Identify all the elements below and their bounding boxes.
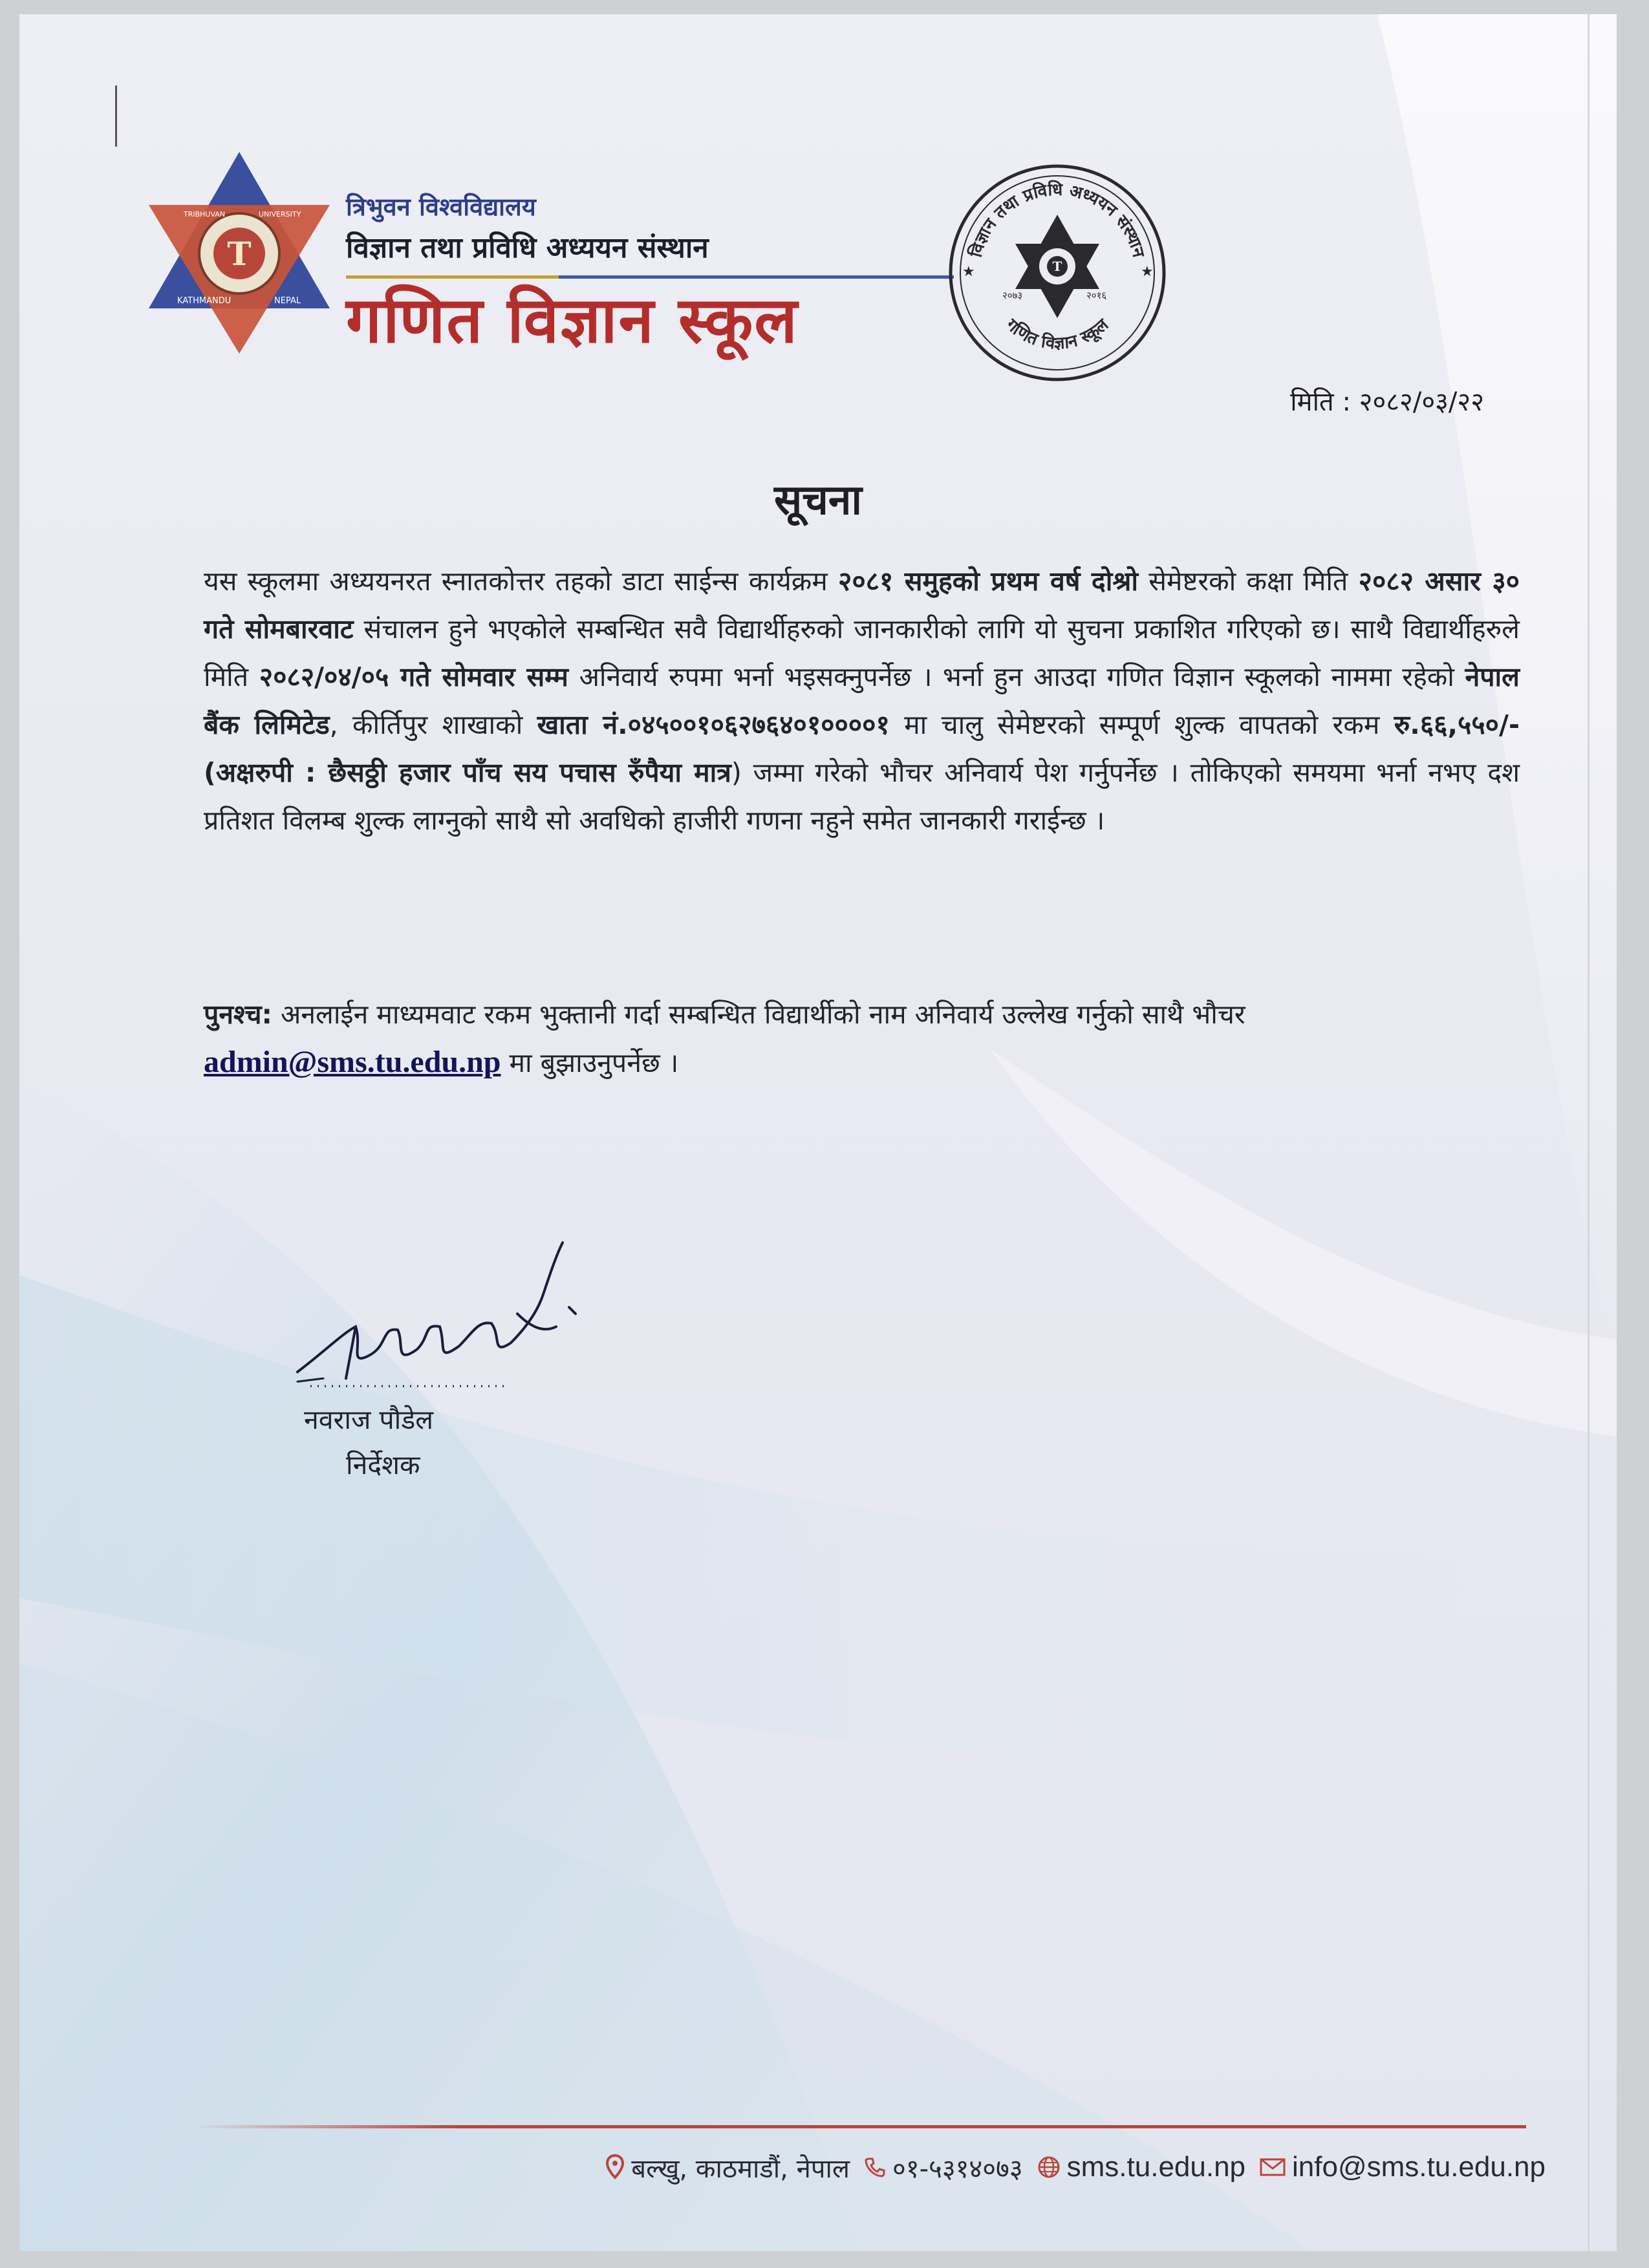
postscript-text-after: मा बुझाउनुपर्नेछ ।	[501, 1047, 679, 1078]
tu-logo-text-bl: KATHMANDU	[177, 296, 232, 306]
postscript	[204, 990, 1520, 1087]
location-pin-icon	[605, 2154, 625, 2180]
body-bold: खाता नं.०४५००१०६२७६४०१००००१	[537, 709, 890, 740]
tribhuvan-university-logo	[136, 134, 343, 354]
globe-icon	[1037, 2156, 1061, 2179]
body-text: अनिवार्य रुपमा भर्ना भइसक्नुपर्नेछ । भर्ना हुन आउदा गणित विज्ञान स्कूलको नाममा रहेको	[568, 661, 1465, 692]
signatory-title: निर्देशक	[346, 1450, 420, 1481]
seal-bottom-text: गणित विज्ञान स्कूल	[1002, 315, 1113, 354]
notice-body	[204, 557, 1520, 844]
body-text: मा चालु सेमेष्टरको सम्पूर्ण शुल्क वापतको रकम	[889, 709, 1394, 740]
notice-date: मिति : २०८२/०३/२२	[1290, 387, 1484, 417]
tu-logo-text-tl: TRIBHUVAN	[184, 210, 226, 219]
footer-email[interactable]	[1260, 2151, 1546, 2183]
svg-text:T: T	[1052, 259, 1062, 274]
body-text: संचालन हुने भएकोले सम्बन्धित सवै विद्यार्थीहरुको जानकारीको लागि यो सुचना प्रकाशित गरिएको छ। साथै विद्यार्थीहरुले मिति	[204, 614, 1520, 692]
footer-contact	[588, 2148, 1546, 2187]
footer-email-text: info@sms.tu.edu.np	[1292, 2151, 1546, 2183]
postscript-text: अनलाईन माध्यमवाट रकम भुक्तानी गर्दा सम्बन्धित विद्यार्थीको नाम अनिवार्य उल्लेख गर्नुको साथै भौचर	[272, 999, 1245, 1030]
seal-year-right: २०१६	[1086, 290, 1107, 301]
letterhead-page	[19, 14, 1617, 2251]
footer-phone-text: ०१-५३१४०७३	[892, 2154, 1023, 2184]
svg-text:T: T	[227, 235, 252, 273]
school-seal	[944, 160, 1170, 386]
svg-text:★: ★	[1141, 264, 1154, 280]
svg-text:★: ★	[962, 264, 975, 280]
body-bold: नेपाल बैंक लिमिटेड	[204, 661, 1520, 740]
body-bold: २०८१ समुहको प्रथम वर्ष दोश्रो	[838, 566, 1138, 597]
body-bold: २०८२/०४/०५ गते सोमवार सम्म	[259, 661, 568, 692]
seal-year-left: २०७३	[1002, 290, 1023, 301]
body-bold: २०८२ असार ३० गते सोमबारवाट	[204, 566, 1520, 645]
body-text: सेमेष्टरको कक्षा मिति	[1137, 566, 1359, 597]
envelope-icon	[1260, 2157, 1286, 2177]
institute-name: विज्ञान तथा प्रविधि अध्ययन संस्थान	[346, 231, 709, 264]
letterhead-title-block	[346, 189, 960, 363]
body-bold: रु.६६,५५०/- (अक्षरुपी : छैसठ्ठी हजार पाँच सय पचास रुँपैया मात्र	[204, 709, 1520, 788]
university-name: त्रिभुवन विश्वविद्यालय	[346, 193, 536, 221]
footer-rule	[194, 2125, 1526, 2128]
body-text: यस स्कूलमा अध्ययनरत स्नातकोत्तर तहको डाटा साईन्स कार्यक्रम	[204, 566, 839, 597]
school-name: गणित विज्ञान स्कूल	[346, 283, 799, 358]
notice-title: सूचना	[774, 476, 862, 524]
tu-logo-text-br: NEPAL	[274, 296, 301, 306]
footer-address	[605, 2150, 850, 2185]
admin-email-link[interactable]: admin@sms.tu.edu.np	[204, 1045, 501, 1079]
body-text: , कीर्तिपुर शाखाको	[329, 709, 537, 740]
body-text: ) जम्मा गरेको भौचर अनिवार्य पेश गर्नुपर्नेछ । तोकिएको समयमा भर्ना नभए दश प्रतिशत विलम्ब शुल्क लाग्नुको साथै सो अवधिको हाजीरी गणना नहुने समेत जानकारी गराईन्छ ।	[204, 757, 1520, 836]
postscript-label: पुनश्च:	[204, 999, 272, 1030]
footer-address-text: बल्खु, काठमाडौं, नेपाल	[631, 2154, 850, 2184]
footer-phone	[864, 2150, 1023, 2185]
footer-website-text: sms.tu.edu.np	[1066, 2151, 1246, 2183]
footer-website[interactable]	[1037, 2151, 1245, 2183]
phone-icon	[864, 2156, 886, 2178]
signature	[285, 1217, 666, 1424]
seal-outer-text: विज्ञान तथा प्रविधि अध्ययन संस्थान	[966, 180, 1148, 260]
tu-logo-text-tr: UNIVERSITY	[259, 210, 301, 219]
signatory-name: नवराज पौडेल	[304, 1404, 434, 1435]
